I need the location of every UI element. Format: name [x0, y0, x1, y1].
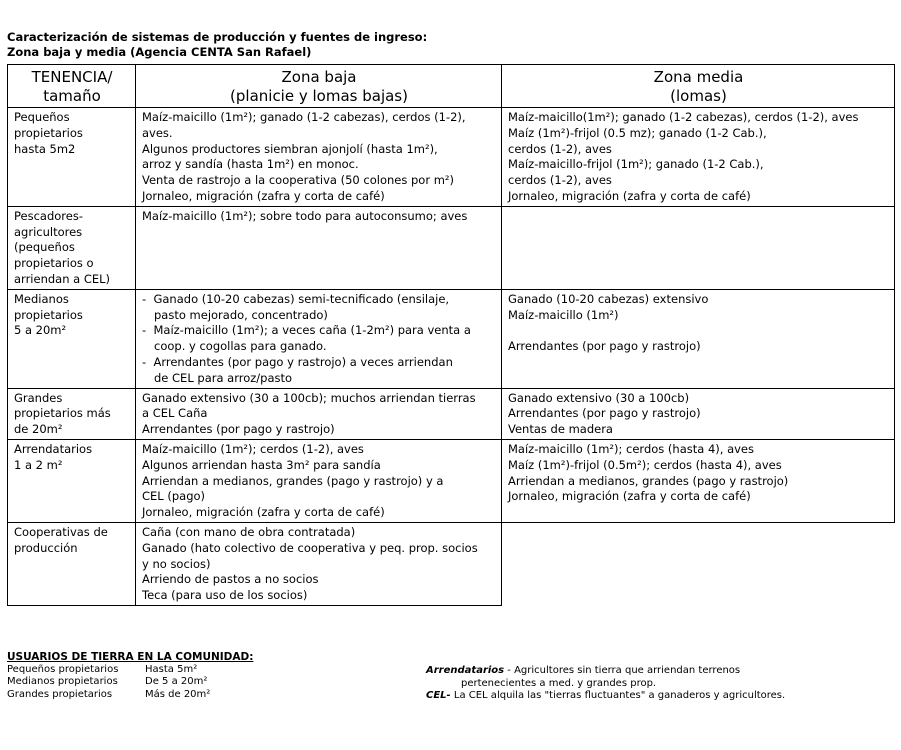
legend-cel — [426, 690, 886, 703]
cell-line: Ganado (10-20 cabezas) extensivo — [508, 291, 709, 306]
header-tenencia — [8, 65, 136, 108]
cell-zona-media — [502, 108, 895, 207]
cell-line: Maíz-maicillo (1m²) — [508, 307, 619, 322]
cell-zona-media — [502, 289, 895, 388]
cell-line: Maíz-maicillo-frijol (1m²); ganado (1-2 Cab.), — [508, 157, 764, 172]
cell-line: Cooperativas de — [14, 524, 108, 539]
cell-line: Pescadores- — [14, 208, 83, 223]
header-line: Zona media — [653, 68, 744, 86]
bullet-line: - Ganado (10-20 cabezas) semi-tecnificado (ensilaje, — [142, 291, 450, 306]
cell-line: propietarios o — [14, 256, 94, 271]
legend — [7, 651, 894, 701]
legend-arrendatarios — [426, 665, 886, 678]
cell-line: Maíz-maicillo(1m²); ganado (1-2 cabezas), cerdos (1-2), aves — [508, 110, 859, 124]
cell-line: Arrendantes (por pago y rastrojo) — [142, 422, 335, 437]
cell-line: Jornaleo, migración (zafra y corta de café) — [508, 188, 751, 203]
legend-key: Medianos propietarios — [7, 676, 118, 687]
cell-line: arriendan a CEL) — [14, 271, 111, 286]
cell-zona-baja — [136, 439, 502, 522]
cell-line: Teca (para uso de los socios) — [142, 588, 308, 603]
cell-line: propietarios más — [14, 406, 111, 421]
cell-line: propietarios — [14, 125, 83, 140]
cell-line: de 20m² — [14, 422, 63, 437]
table-row — [8, 388, 895, 439]
legend-key: Pequeños propietarios — [7, 663, 119, 675]
cell-line: Caña (con mano de obra contratada) — [142, 524, 356, 539]
cell-zona-baja — [136, 108, 502, 207]
cell-line: Arriendo de pastos a no socios — [142, 572, 319, 587]
cell-line: Maíz-maicillo (1m²); cerdos (1-2), aves — [142, 441, 364, 456]
header-line: (planicie y lomas bajas) — [230, 87, 408, 105]
cell-line: aves. — [142, 125, 173, 140]
legend-value: Más de 20m² — [145, 688, 211, 700]
document-title — [7, 30, 427, 60]
cell-line: Ganado extensivo (30 a 100cb) — [508, 390, 690, 405]
cell-zona-baja — [136, 388, 502, 439]
cell-zona-baja — [136, 522, 502, 605]
header-line: Zona baja — [281, 68, 357, 86]
cell-tenencia — [8, 206, 136, 289]
header-line: (lomas) — [670, 87, 727, 105]
cell-line: Jornaleo, migración (zafra y corta de café) — [142, 505, 385, 520]
table-row — [8, 206, 895, 289]
cell-line: Medianos — [14, 291, 69, 306]
cell-line: (pequeños — [14, 240, 75, 255]
legend-key: Grandes propietarios — [7, 688, 113, 700]
cell-line: Venta de rastrojo a la cooperativa (50 colones por m²) — [142, 173, 455, 188]
cell-line: a CEL Caña — [142, 406, 208, 421]
cell-tenencia — [8, 439, 136, 522]
cell-line: Algunos arriendan hasta 3m² para sandía — [142, 457, 381, 472]
header-zona-media — [502, 65, 895, 108]
cell-line: Pequeños — [14, 110, 70, 124]
legend-heading: USUARIOS DE TIERRA EN LA COMUNIDAD: — [7, 651, 254, 663]
cell-zona-media-empty — [502, 522, 895, 605]
cell-line: agricultores — [14, 224, 83, 239]
cell-line: Arrendantes (por pago y rastrojo) — [508, 406, 701, 421]
cell-line: CEL (pago) — [142, 489, 206, 504]
characterization-table — [7, 64, 895, 606]
cell-tenencia — [8, 522, 136, 605]
cell-line: Arriendan a medianos, grandes (pago y rastrojo) y a — [142, 473, 444, 488]
cell-zona-media — [502, 206, 895, 289]
cell-line: hasta 5m2 — [14, 141, 76, 156]
bullet-line: pasto mejorado, concentrado) — [154, 307, 328, 322]
legend-cel-text: La CEL alquila las "tierras fluctuantes" a ganaderos y agricultores. — [450, 690, 786, 701]
bullet-line: - Maíz-maicillo (1m²); a veces caña (1-2m²) para venta a — [142, 323, 471, 338]
table-row — [8, 289, 895, 388]
cell-zona-baja — [136, 289, 502, 388]
legend-cel-key: CEL- — [426, 690, 451, 701]
cell-line: propietarios — [14, 307, 83, 322]
legend-value: Hasta 5m² — [145, 663, 198, 675]
cell-line: Ganado (hato colectivo de cooperativa y peq. prop. socios — [142, 540, 478, 555]
title-line-2: Zona baja y media (Agencia CENTA San Rafael) — [7, 45, 312, 59]
cell-line: Arrendantes (por pago y rastrojo) — [508, 339, 701, 354]
cell-line: Arrendatarios — [14, 441, 93, 456]
cell-tenencia — [8, 108, 136, 207]
cell-line: Maíz-maicillo (1m²); sobre todo para autoconsumo; aves — [142, 208, 468, 223]
cell-line: Algunos productores siembran ajonjolí (hasta 1m²), — [142, 141, 438, 156]
bullet-line: coop. y cogollas para ganado. — [154, 339, 327, 354]
cell-zona-media — [502, 439, 895, 522]
cell-line: Jornaleo, migración (zafra y corta de café) — [142, 188, 385, 203]
legend-arrendatarios-key: Arrendatarios — [426, 665, 505, 676]
cell-line: y no socios) — [142, 556, 211, 571]
cell-line: 5 a 20m² — [14, 323, 67, 338]
title-line-1: Caracterización de sistemas de producción y fuentes de ingreso: — [7, 30, 428, 44]
cell-line: Grandes — [14, 390, 63, 405]
bullet-text: Arrendantes (por pago y rastrojo) a veces arriendan — [153, 354, 453, 369]
table-row — [8, 439, 895, 522]
cell-line: cerdos (1-2), aves — [508, 173, 612, 188]
header-zona-baja — [136, 65, 502, 108]
table-row — [8, 522, 895, 605]
bullet-line: - Arrendantes (por pago y rastrojo) a veces arriendan — [142, 354, 453, 369]
legend-value: De 5 a 20m² — [145, 676, 208, 687]
cell-line: 1 a 2 m² — [14, 457, 63, 472]
cell-line: Maíz-maicillo (1m²); cerdos (hasta 4), aves — [508, 441, 754, 456]
cell-zona-media — [502, 388, 895, 439]
cell-line: Maíz (1m²)-frijol (0.5m²); cerdos (hasta 4), aves — [508, 457, 782, 472]
cell-line: arroz y sandía (hasta 1m²) en monoc. — [142, 157, 359, 172]
legend-arrendatarios-text: - Agricultores sin tierra que arriendan terrenos — [504, 665, 741, 676]
header-row — [8, 65, 895, 108]
legend-arrendatarios-text2: pertenecientes a med. y grandes prop. — [461, 677, 657, 689]
bullet-line: de CEL para arroz/pasto — [154, 370, 293, 385]
cell-line: Maíz (1m²)-frijol (0.5 mz); ganado (1-2 Cab.), — [508, 125, 767, 140]
header-line: tamaño — [43, 87, 101, 105]
bullet-text: Maíz-maicillo (1m²); a veces caña (1-2m²) para venta a — [153, 323, 471, 338]
table-row — [8, 108, 895, 207]
cell-line: cerdos (1-2), aves — [508, 141, 612, 156]
cell-line — [508, 323, 889, 339]
cell-line: Jornaleo, migración (zafra y corta de café) — [508, 489, 751, 504]
cell-tenencia — [8, 388, 136, 439]
cell-line: Ventas de madera — [508, 422, 613, 437]
header-line: TENENCIA/ — [31, 68, 113, 86]
cell-zona-baja — [136, 206, 502, 289]
bullet-text: Ganado (10-20 cabezas) semi-tecnificado (ensilaje, — [153, 291, 450, 306]
cell-line: Ganado extensivo (30 a 100cb); muchos arriendan tierras — [142, 390, 476, 405]
cell-line: Arriendan a medianos, grandes (pago y rastrojo) — [508, 473, 789, 488]
legend-definitions — [426, 665, 886, 703]
cell-tenencia — [8, 289, 136, 388]
cell-line: Maíz-maicillo (1m²); ganado (1-2 cabezas), cerdos (1-2), — [142, 110, 466, 124]
cell-line: producción — [14, 540, 78, 555]
